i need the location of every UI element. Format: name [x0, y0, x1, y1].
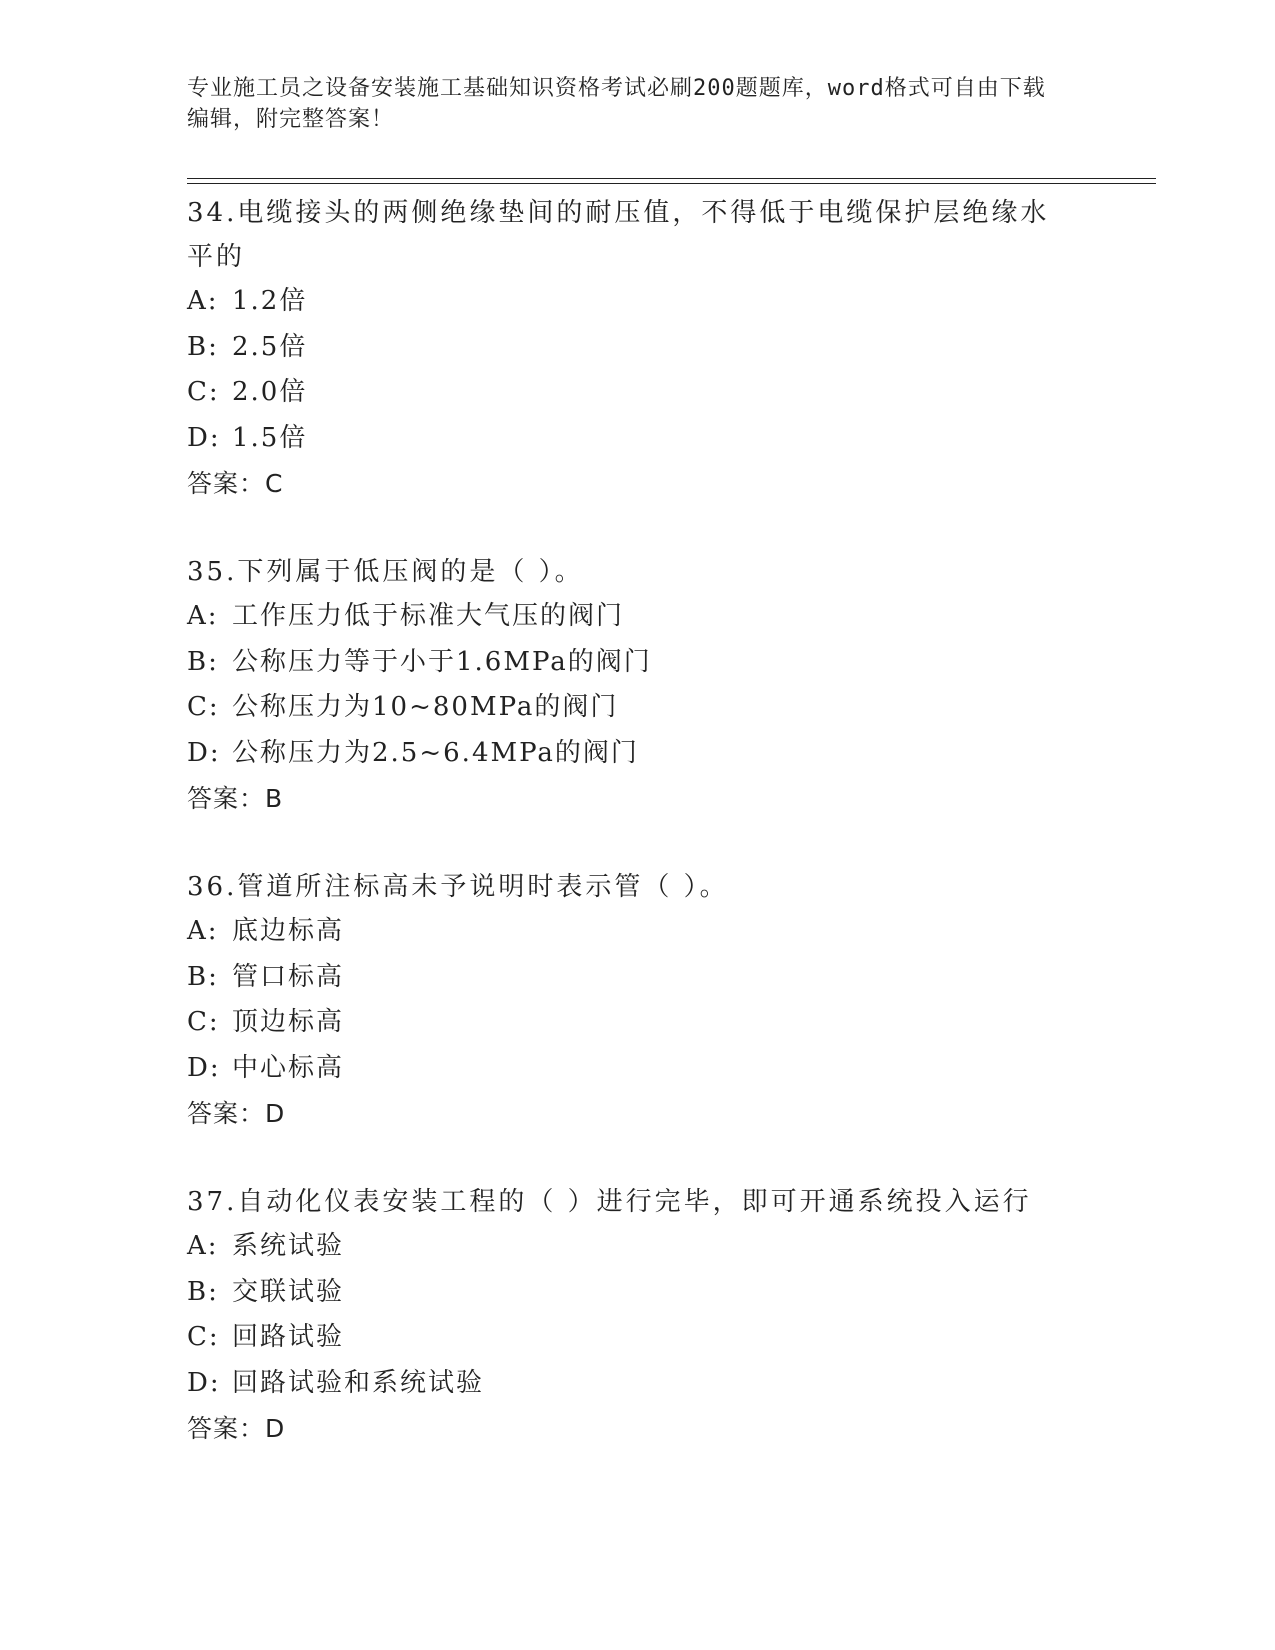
option-text: 回路试验和系统试验 [232, 1367, 485, 1398]
option-letter: B: [187, 961, 219, 992]
question-35 [187, 550, 1147, 822]
option-a [187, 909, 1147, 955]
option-letter: D: [187, 422, 221, 453]
option-c [187, 1315, 1147, 1361]
option-d [187, 1046, 1147, 1092]
question-text: 34.电缆接头的两侧绝缘垫间的耐压值，不得低于电缆保护层绝缘水平的 [187, 198, 1050, 272]
header-divider [187, 178, 1156, 184]
document-header: 专业施工员之设备安装施工基础知识资格考试必刷200题题库，word格式可自由下载编辑，附完整答案！ [187, 76, 1046, 132]
answer-line: 答案：B [187, 784, 284, 813]
answer-line: 答案：D [187, 1414, 286, 1443]
option-letter: A: [187, 601, 219, 631]
option-text: 中心标高 [232, 1052, 345, 1083]
option-b [187, 640, 1147, 686]
option-text: 1.5倍 [232, 422, 308, 453]
option-a [187, 279, 1147, 325]
option-letter: D: [187, 1367, 221, 1398]
option-d [187, 1361, 1147, 1407]
option-text: 工作压力低于标准大气压的阀门 [232, 601, 625, 631]
question-37 [187, 1180, 1147, 1452]
question-text: 37.自动化仪表安装工程的（ ）进行完毕，即可开通系统投入运行 [187, 1187, 1032, 1217]
option-text: 1.2倍 [232, 286, 308, 316]
option-a [187, 594, 1147, 640]
option-text: 顶边标高 [232, 1007, 345, 1037]
option-letter: C: [187, 377, 220, 407]
option-text: 2.0倍 [232, 377, 308, 407]
option-text: 系统试验 [232, 1231, 345, 1261]
option-text: 底边标高 [232, 916, 345, 946]
option-c [187, 370, 1147, 416]
option-d [187, 731, 1147, 777]
option-text: 公称压力为2.5~6.4MPa的阀门 [232, 737, 639, 768]
option-b [187, 325, 1147, 371]
option-letter: C: [187, 1322, 220, 1352]
option-text: 公称压力为10~80MPa的阀门 [232, 692, 619, 722]
question-text: 36.管道所注标高未予说明时表示管（ ）。 [187, 872, 729, 902]
option-text: 交联试验 [232, 1276, 345, 1307]
answer-line: 答案：C [187, 469, 284, 498]
question-text: 35.下列属于低压阀的是（ ）。 [187, 557, 584, 587]
option-letter: D: [187, 737, 221, 768]
option-letter: A: [187, 916, 219, 946]
option-letter: B: [187, 646, 219, 677]
option-letter: D: [187, 1052, 221, 1083]
option-text: 公称压力等于小于1.6MPa的阀门 [232, 646, 652, 677]
option-text: 管口标高 [232, 961, 345, 992]
option-text: 2.5倍 [232, 331, 308, 362]
question-36 [187, 865, 1147, 1137]
answer-line: 答案：D [187, 1099, 286, 1128]
option-letter: A: [187, 286, 219, 316]
option-letter: C: [187, 1007, 220, 1037]
question-34 [187, 191, 1147, 507]
option-d [187, 416, 1147, 462]
option-c [187, 685, 1147, 731]
question-list [187, 191, 1147, 1495]
option-b [187, 955, 1147, 1001]
option-letter: B: [187, 1276, 219, 1307]
option-letter: A: [187, 1231, 219, 1261]
option-c [187, 1000, 1147, 1046]
option-letter: B: [187, 331, 219, 362]
option-text: 回路试验 [232, 1322, 345, 1352]
option-b [187, 1270, 1147, 1316]
option-letter: C: [187, 692, 220, 722]
option-a [187, 1224, 1147, 1270]
